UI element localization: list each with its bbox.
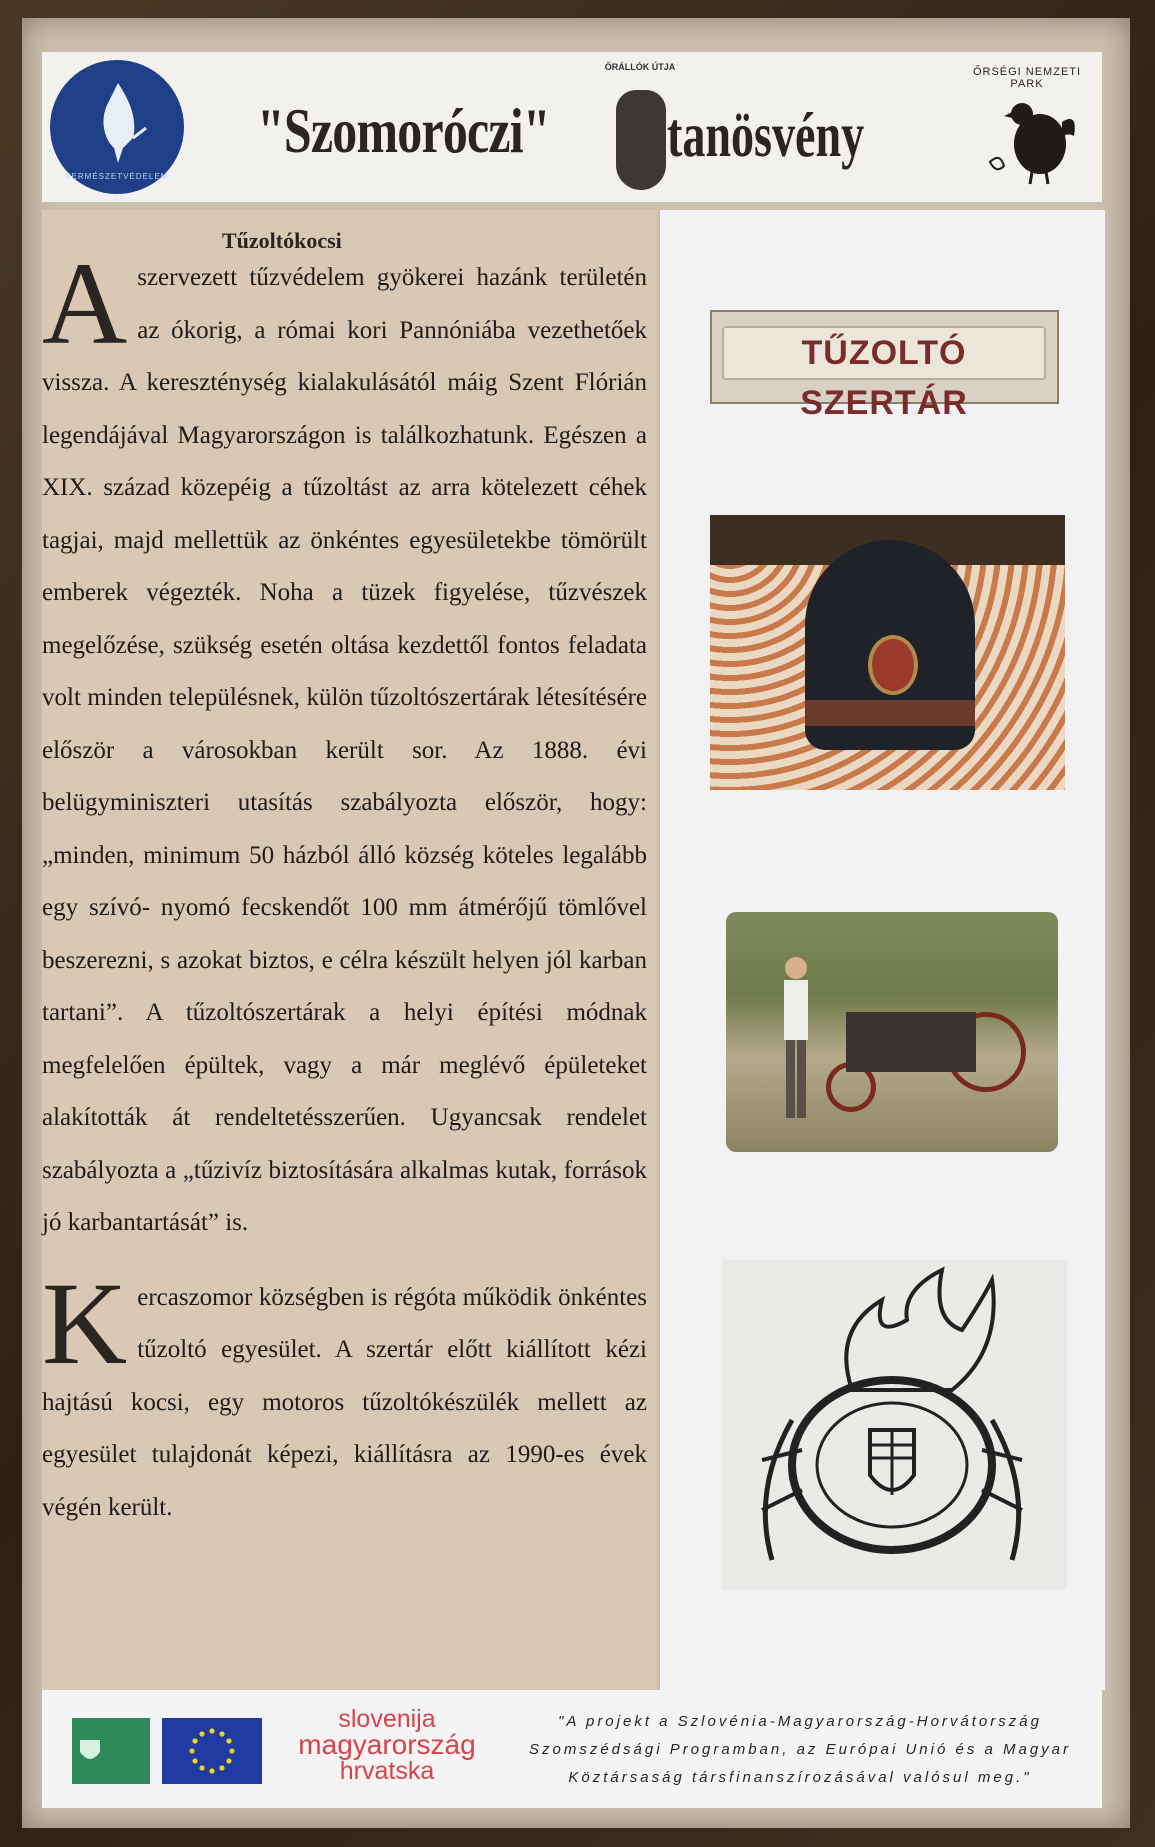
brand-slovenija: slovenija <box>338 1705 436 1733</box>
fire-brigade-emblem <box>722 1260 1067 1590</box>
program-brand <box>282 1706 492 1784</box>
nature-protection-logo <box>50 60 184 194</box>
brand-hrvatska: hrvatska <box>339 1757 435 1785</box>
fire-pump-icon <box>846 1012 976 1072</box>
crest-label: ŐRÁLLÓK ÚTJA <box>604 62 676 72</box>
eu-stars-icon <box>162 1718 262 1784</box>
title-trail: tanösvény <box>667 99 865 170</box>
paragraph-2: ercaszomor községben is régóta működik önkéntes tűzoltó egyesület. A szertár előtt kiállított kézi hajtású kocsi, egy motoros tűzoltókészülék mellett az egyesület tulajdonát képezi, kiállításra az 1990-es évek végén került. <box>42 1283 647 1521</box>
sign-text: TŰZOLTÓ SZERTÁR <box>722 326 1046 380</box>
project-funding-text: "A projekt a Szlovénia-Magyarország-Horvátország Szomszédsági Programban, az Európai Unió és a Magyar Köztársaság társfinanszírozásával valósul meg." <box>528 1713 1072 1786</box>
hungary-development-logo <box>72 1718 150 1784</box>
fire-wagon-photo <box>726 912 1058 1152</box>
eu-flag-logo <box>162 1718 262 1784</box>
coat-of-arms-icon <box>78 1736 102 1766</box>
fire-station-sign-photo <box>710 310 1059 422</box>
stork-icon <box>88 78 148 168</box>
funding-footer <box>42 1690 1102 1808</box>
dropcap-k: K <box>42 1257 128 1389</box>
shield-icon <box>616 90 666 190</box>
firefighter-coat-of-arms-icon <box>732 1260 1057 1590</box>
dropcap-a: A <box>42 238 128 369</box>
brand-magyarorszag: magyarország <box>298 1729 476 1760</box>
black-grouse-icon <box>982 92 1082 187</box>
article-column <box>42 210 657 1690</box>
board-header <box>42 52 1102 202</box>
left-logo-text: TERMÉSZETVÉDELEM <box>65 172 169 181</box>
helmet-emblem-icon <box>868 635 918 695</box>
title-name: "Szomoróczi" <box>257 95 550 166</box>
national-park-logo <box>962 62 1092 192</box>
article-title: Tűzoltókocsi <box>222 228 342 253</box>
man-figure-icon <box>778 952 814 1122</box>
photo-column <box>660 210 1105 1690</box>
right-logo-text: ŐRSÉGI NEMZETI PARK <box>972 66 1082 90</box>
fireman-helmet-photo <box>710 515 1065 790</box>
paragraph-1: szervezett tűzvédelem gyökerei hazánk területén az ókorig, a római kori Pannóniába vezethetőek vissza. A kereszténység kialakulásától máig Szent Flórián legendájával Magyarországon is találkozhatunk. Egészen a XIX. század közepéig a tűzoltást az arra kötelezett céhek tagjai, majd mellettük az önkéntes egyesületekbe tömörült emberek végezték. Noha a tüzek figyelése, tűzvészek megelőzése, szükség esetén oltása kezdettől fontos feladata volt minden településnek, külön tűzoltószertárak létesítésére először a városokban került sor. Az 1888. évi belügyminiszteri utasítás szabályozta először, hogy: „minden, minimum 50 házból álló község köteles legalább egy szívó- nyomó fecskendőt 100 mm átmérőjű tömlővel beszerezni, s azokat biztos, e célra készült helyen jól karban tartani”. A tűzoltószertárak a helyi építési módnak megfelelően épültek, vagy a már meglévő épületeket alakították át rendeltetésszerűen. Ugyancsak rendelet szabályozta a „tűzivíz biztosítására alkalmas kutak, források jó karbantartását” is. <box>42 264 647 1236</box>
